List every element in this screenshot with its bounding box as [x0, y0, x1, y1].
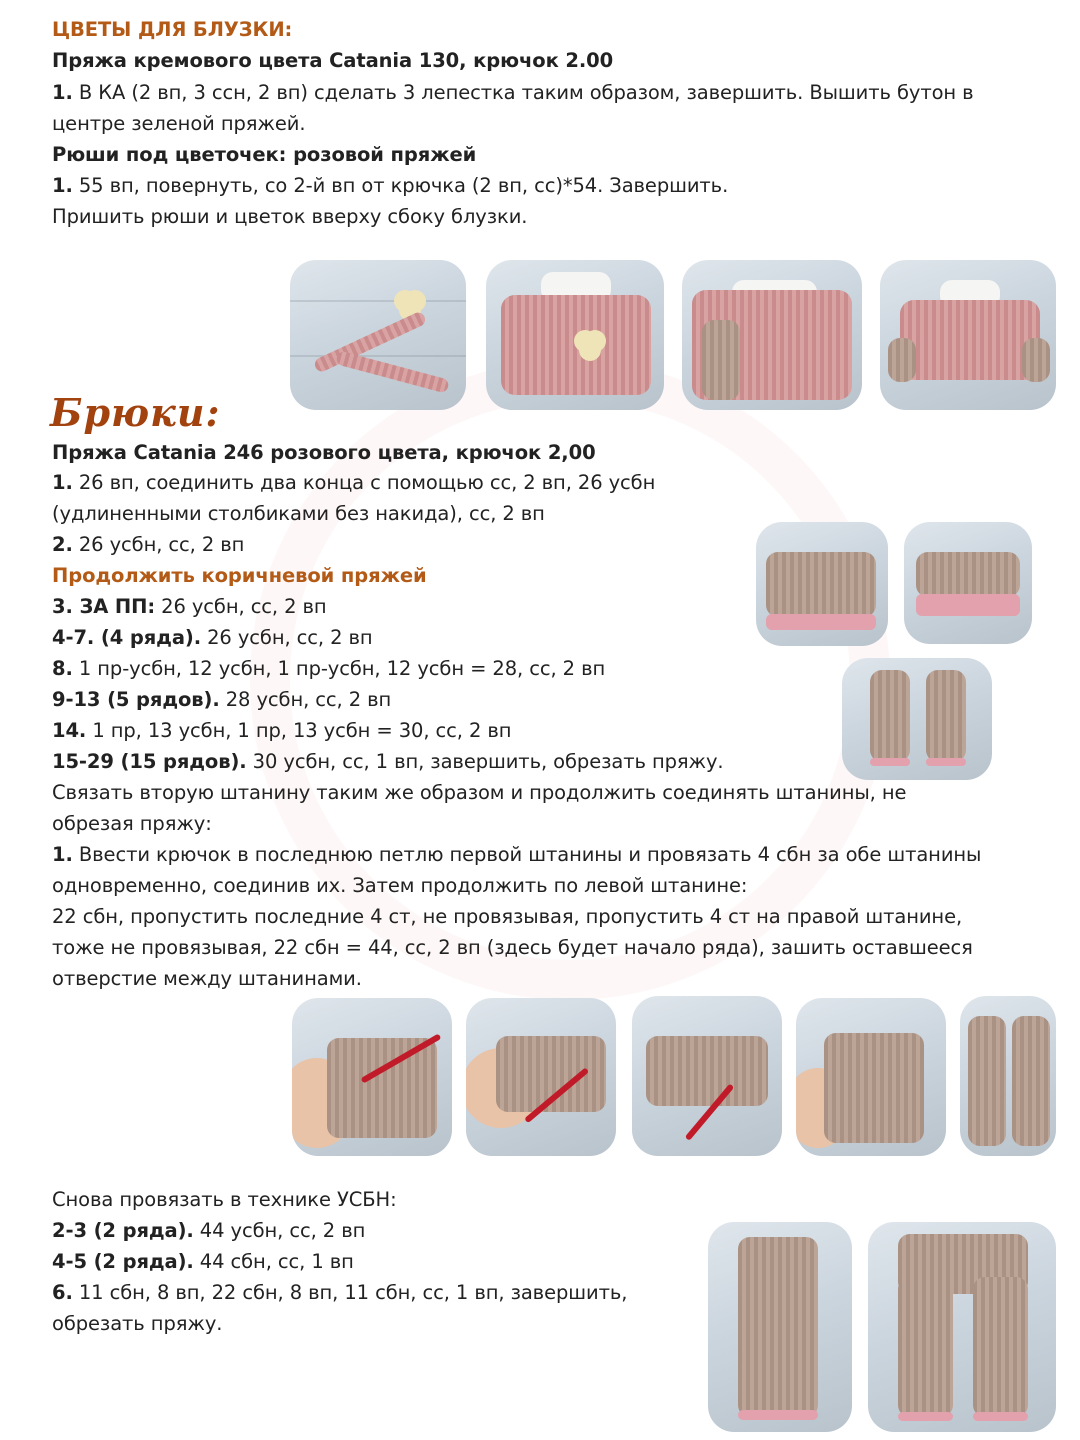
- pants-row-3: 3. ЗА ПП: 26 усбн, сс, 2 вп: [52, 595, 327, 618]
- join-line-1: 1. Ввести крючок в последнюю петлю первой штанины и провязать 4 сбн за обе штанины: [52, 843, 982, 866]
- photo-blouse-finished: [880, 260, 1056, 410]
- again-usbn-heading: Снова провязать в технике УСБН:: [52, 1188, 397, 1211]
- second-leg-line-2: обрезая пряжу:: [52, 812, 212, 835]
- ruffle-title: Рюши под цветочек: розовой пряжей: [52, 143, 477, 166]
- section-title-blouse-flowers: ЦВЕТЫ ДЛЯ БЛУЗКИ:: [52, 18, 293, 41]
- pants-row-1: 1. 26 вп, соединить два конца с помощью сс, 2 вп, 26 усбн: [52, 471, 656, 494]
- pants-again-row-4-5: 4-5 (2 ряда). 44 сбн, сс, 1 вп: [52, 1250, 354, 1273]
- photo-join-step-5: [960, 996, 1056, 1156]
- photo-pants-side: [708, 1222, 852, 1432]
- blouse-step-1: 1. В КА (2 вп, 3 ссн, 2 вп) сделать 3 лепестка таким образом, завершить. Вышить бутон в: [52, 81, 974, 104]
- photo-pants-start-2: [904, 522, 1032, 644]
- pants-yarn-line: Пряжа Catania 246 розового цвета, крючок 2,00: [52, 441, 596, 464]
- ruffle-step-1: 1. 55 вп, повернуть, со 2-й вп от крючка (2 вп, сс)*54. Завершить.: [52, 174, 729, 197]
- join-line-4: тоже не провязывая, 22 сбн = 44, сс, 2 вп (здесь будет начало ряда), зашить оставшееся: [52, 936, 973, 959]
- photo-join-step-2: [466, 998, 616, 1156]
- pants-again-row-6: 6. 11 сбн, 8 вп, 22 сбн, 8 вп, 11 сбн, сс, 1 вп, завершить,: [52, 1281, 628, 1304]
- join-line-2: одновременно, соединив их. Затем продолжить по левой штанине:: [52, 874, 748, 897]
- pants-row-2: 2. 26 усбн, сс, 2 вп: [52, 533, 245, 556]
- continue-brown-heading: Продолжить коричневой пряжей: [52, 564, 427, 587]
- second-leg-line-1: Связать вторую штанину таким же образом и продолжить соединять штанины, не: [52, 781, 907, 804]
- pants-again-row-2-3: 2-3 (2 ряда). 44 усбн, сс, 2 вп: [52, 1219, 366, 1242]
- photo-pants-start-1: [756, 522, 888, 646]
- sew-instruction: Пришить рюши и цветок вверху сбоку блузки.: [52, 205, 528, 228]
- blouse-step-1-cont: центре зеленой пряжей.: [52, 112, 306, 135]
- pants-row-14: 14. 1 пр, 13 усбн, 1 пр, 13 усбн = 30, сс, 2 вп: [52, 719, 512, 742]
- blouse-yarn-line: Пряжа кремового цвета Catania 130, крючок 2.00: [52, 49, 614, 72]
- photo-join-step-3: [632, 996, 782, 1156]
- photo-blouse-open: [682, 260, 862, 410]
- pants-row-8: 8. 1 пр-усбн, 12 усбн, 1 пр-усбн, 12 усбн = 28, сс, 2 вп: [52, 657, 606, 680]
- photo-join-step-4: [796, 998, 946, 1156]
- photo-join-step-1: [292, 998, 452, 1156]
- pants-again-row-6-cont: обрезать пряжу.: [52, 1312, 223, 1335]
- join-line-3: 22 сбн, пропустить последние 4 ст, не провязывая, пропустить 4 ст на правой штанине,: [52, 905, 963, 928]
- photo-pants-legs: [842, 658, 992, 780]
- photo-flower-ruffle: [290, 260, 466, 410]
- join-line-5: отверстие между штанинами.: [52, 967, 362, 990]
- photo-blouse-front: [486, 260, 664, 410]
- pants-row-15-29: 15-29 (15 рядов). 30 усбн, сс, 1 вп, завершить, обрезать пряжу.: [52, 750, 724, 773]
- pants-row-9-13: 9-13 (5 рядов). 28 усбн, сс, 2 вп: [52, 688, 392, 711]
- section-title-pants: Брюки:: [50, 390, 221, 435]
- pants-row-4-7: 4-7. (4 ряда). 26 усбн, сс, 2 вп: [52, 626, 373, 649]
- pants-row-1-cont: (удлиненными столбиками без накида), сс, 2 вп: [52, 502, 545, 525]
- photo-pants-finished: [868, 1222, 1056, 1432]
